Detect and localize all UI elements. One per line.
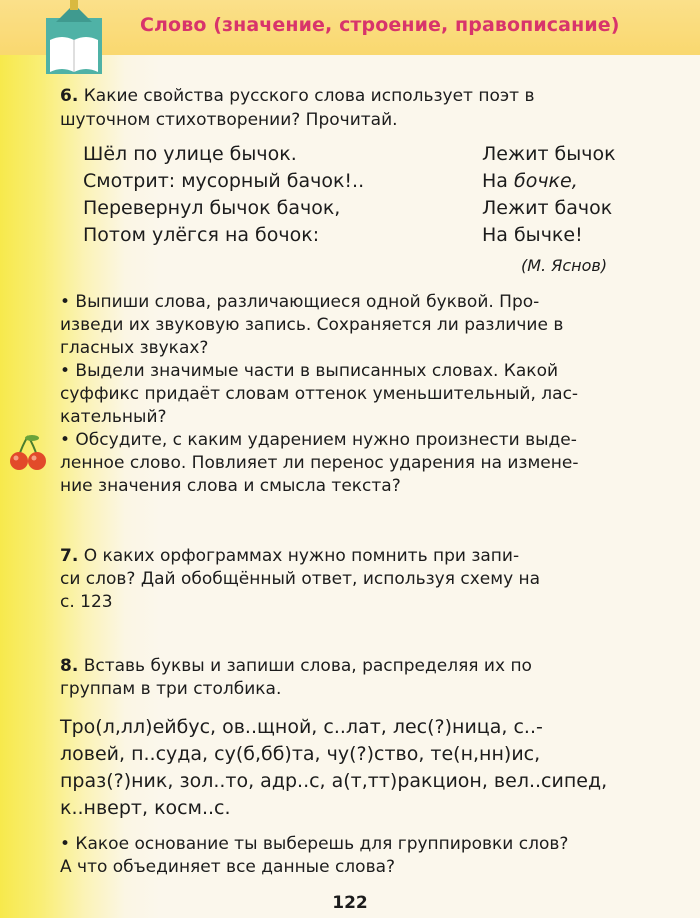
poem-attribution: (М. Яснов) bbox=[521, 256, 608, 275]
task-text: Какие свойства русского слова использует поэт в bbox=[83, 86, 535, 106]
word-line: праз(?)ник, зол..то, адр..с, а(т,тт)ракцион, вел..сипед, bbox=[60, 770, 608, 792]
word-line: к..нверт, косм..с. bbox=[60, 797, 231, 819]
cherry-icon bbox=[8, 432, 48, 472]
task-number: 6. bbox=[60, 86, 79, 106]
task-number: 8. bbox=[60, 656, 79, 676]
poem-line: Лежит бычок bbox=[482, 143, 616, 165]
poem-row bbox=[83, 143, 663, 170]
poem-line: На бочке, bbox=[482, 170, 578, 192]
word-list bbox=[60, 714, 670, 822]
poem-row bbox=[83, 224, 663, 251]
poem-row bbox=[83, 170, 663, 197]
page-number: 122 bbox=[332, 893, 368, 913]
chapter-title: Слово (значение, строение, правописание) bbox=[140, 14, 620, 36]
task-number: 7. bbox=[60, 546, 79, 566]
poem bbox=[83, 143, 663, 251]
poem-row bbox=[83, 197, 663, 224]
task-6-bullets: • Выпиши слова, различающиеся одной буквой. Про- изведи их звуковую запись. Сохраняется ли различие в гласных звуках? • Выдели значимые части в выписанных словах. Какой суффикс придаёт словам оттенок уменьшительный, лас- кательный? • Обсудите, с каким ударением нужно произнести выде- ленное слово. Повлияет ли перенос ударения на измене- ние значения слова и смысла текста? bbox=[60, 292, 579, 496]
word-line: Тро(л,лл)ейбус, ов..щной, с..лат, лес(?)ница, с..- bbox=[60, 716, 543, 738]
highlighted-word: бочке, bbox=[513, 170, 578, 192]
poem-line: Потом улёгся на бочок: bbox=[83, 224, 320, 246]
poem-line: Перевернул бычок бачок, bbox=[83, 197, 341, 219]
poem-line: Смотрит: мусорный бачок!.. bbox=[83, 170, 365, 192]
task-8: 8. Вставь буквы и запиши слова, распределяя их по группам в три столбика. bbox=[60, 656, 532, 699]
task-6 bbox=[60, 84, 660, 132]
poem-line: Лежит бачок bbox=[482, 197, 613, 219]
book-house-icon bbox=[40, 0, 108, 78]
poem-line: На бычке! bbox=[482, 224, 583, 246]
task-text: шуточном стихотворении? Прочитай. bbox=[60, 110, 398, 130]
poem-line: Шёл по улице бычок. bbox=[83, 143, 297, 165]
word-line: ловей, п..суда, су(б,бб)та, чу(?)ство, те(н,нн)ис, bbox=[60, 743, 541, 765]
task-7: 7. О каких орфограммах нужно помнить при запи- си слов? Дай обобщённый ответ, используя схему на с. 123 bbox=[60, 546, 541, 612]
task-8-bullet: • Какое основание ты выберешь для группировки слов? А что объединяет все данные слова? bbox=[60, 834, 569, 877]
